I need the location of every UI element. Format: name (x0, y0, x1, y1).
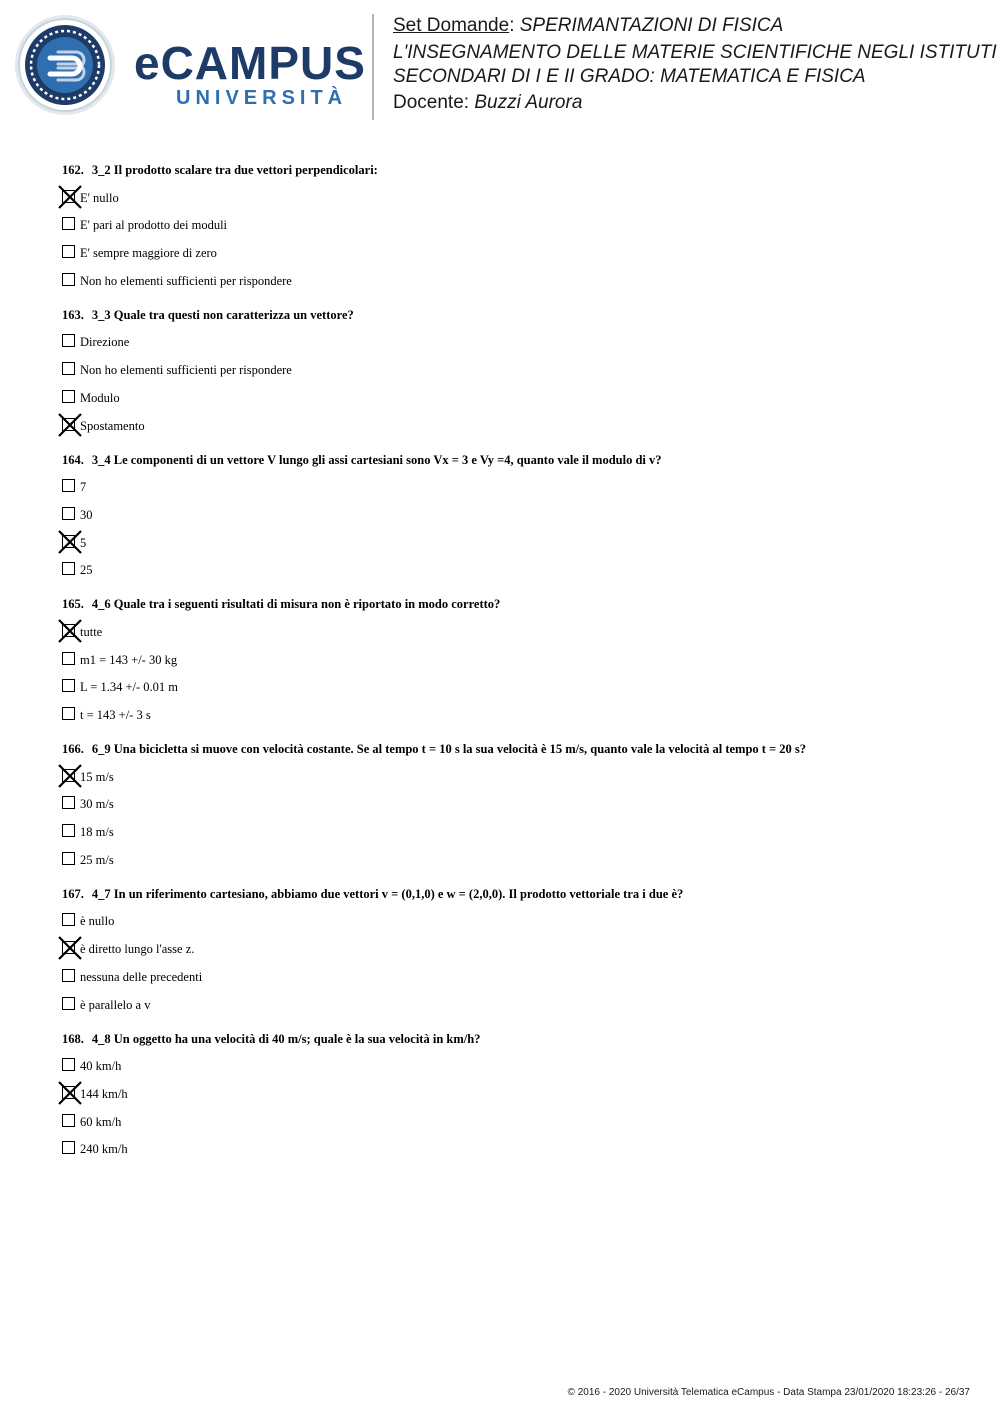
logo-subtitle: UNIVERSITÀ (176, 87, 348, 109)
checkbox[interactable] (62, 273, 75, 286)
question-text: 3_2 Il prodotto scalare tra due vettori perpendicolari: (91, 163, 378, 177)
answer-option-label: L = 1.34 +/- 0.01 m (80, 680, 179, 695)
page-footer: © 2016 - 2020 Università Telematica eCampus - Data Stampa 23/01/2020 18:23:26 - 26/37 (567, 1387, 970, 1398)
checkbox[interactable] (62, 824, 75, 837)
answer-option-label: Non ho elementi sufficienti per rispondere (80, 363, 292, 378)
answer-option[interactable] (62, 767, 982, 787)
answer-option[interactable] (62, 967, 982, 987)
answer-option-label: 144 km/h (80, 1086, 128, 1101)
question-title (62, 305, 982, 325)
checkbox[interactable] (62, 562, 75, 575)
cross-mark-icon (58, 1081, 82, 1105)
header-divider (372, 14, 374, 120)
checkbox[interactable] (62, 796, 75, 809)
checkbox[interactable] (62, 245, 75, 258)
checkbox[interactable] (62, 852, 75, 865)
docente-name: Buzzi Aurora (474, 92, 583, 113)
docente-label: Docente: (393, 92, 475, 113)
question-text: 3_3 Quale tra questi non caratterizza un vettore? (91, 307, 354, 322)
answer-option[interactable] (62, 243, 982, 263)
answer-option[interactable] (62, 1084, 982, 1104)
answer-option-label: 25 m/s (80, 852, 114, 867)
cross-mark-icon (58, 413, 82, 437)
question-number: 167. (62, 886, 84, 901)
answer-option-label: 40 km/h (80, 1059, 122, 1074)
answer-option[interactable] (62, 271, 982, 291)
course-subtitle-line-1: L'INSEGNAMENTO DELLE MATERIE SCIENTIFICHE NEGLI ISTITUTI (393, 42, 997, 63)
question-title (62, 450, 982, 470)
answer-option-label: 240 km/h (80, 1142, 128, 1157)
cross-mark-icon (58, 936, 82, 960)
answer-option[interactable] (62, 822, 982, 842)
question-number: 164. (62, 452, 84, 467)
question-title (62, 160, 982, 180)
question-number: 165. (62, 597, 84, 612)
answer-option[interactable] (62, 360, 982, 380)
answer-option[interactable] (62, 533, 982, 553)
question (62, 450, 982, 581)
question (62, 594, 982, 725)
answer-option[interactable] (62, 939, 982, 959)
answer-option-label: Direzione (80, 335, 130, 350)
answer-option-label: t = 143 +/- 3 s (80, 708, 151, 722)
answer-option[interactable] (62, 705, 982, 725)
answer-option[interactable] (62, 215, 982, 235)
answer-option-label: 30 (80, 507, 93, 522)
answer-option-label: è nullo (80, 914, 115, 929)
question-text: 4_6 Quale tra i seguenti risultati di misura non è riportato in modo corretto? (91, 597, 501, 612)
question-text: 4_8 Un oggetto ha una velocità di 40 m/s; quale è la sua velocità in km/h? (91, 1031, 481, 1046)
checkbox[interactable] (62, 1058, 75, 1071)
checkbox[interactable] (62, 334, 75, 347)
answer-option[interactable] (62, 505, 982, 525)
answer-option-label: Non ho elementi sufficienti per rispondere (80, 273, 292, 288)
document-header (393, 14, 1000, 115)
checkbox[interactable] (62, 390, 75, 403)
question (62, 305, 982, 436)
checkbox[interactable] (62, 679, 75, 692)
answer-option-label: tutte (80, 624, 103, 639)
answer-option[interactable] (62, 1139, 982, 1159)
question-text: 3_4 Le componenti di un vettore V lungo gli assi cartesiani sono Vx = 3 e Vy =4, quanto vale il modulo di v? (91, 452, 662, 467)
course-title: SPERIMANTAZIONI DI FISICA (519, 15, 784, 36)
answer-option-label: 30 m/s (80, 797, 114, 812)
question-number: 168. (62, 1031, 84, 1046)
answer-option[interactable] (62, 1056, 982, 1076)
answer-option[interactable] (62, 416, 982, 436)
answer-option-label: E' pari al prodotto dei moduli (80, 218, 228, 233)
question-title (62, 1029, 982, 1049)
answer-option[interactable] (62, 650, 982, 670)
answer-option[interactable] (62, 794, 982, 814)
answer-option-label: 7 (80, 480, 87, 495)
answer-option[interactable] (62, 188, 982, 208)
answer-option[interactable] (62, 388, 982, 408)
answer-option-label: è diretto lungo l'asse z. (80, 942, 195, 957)
answer-option-label: E' sempre maggiore di zero (80, 246, 217, 261)
question (62, 739, 982, 870)
cross-mark-icon (58, 764, 82, 788)
answer-option[interactable] (62, 850, 982, 870)
question (62, 884, 982, 1015)
answer-option-label: Modulo (80, 390, 120, 405)
checkbox[interactable] (62, 707, 75, 720)
question (62, 1029, 982, 1160)
answer-option[interactable] (62, 995, 982, 1015)
question-number: 163. (62, 307, 84, 322)
answer-option-label: 60 km/h (80, 1114, 122, 1129)
set-label: Set Domande (393, 15, 510, 36)
answer-option[interactable] (62, 911, 982, 931)
cross-mark-icon (58, 185, 82, 209)
ecampus-logo (14, 14, 366, 116)
checkbox[interactable] (62, 479, 75, 492)
checkbox[interactable] (62, 652, 75, 665)
answer-option-label: è parallelo a v (80, 997, 151, 1012)
question-title (62, 594, 982, 614)
answer-option-label: m1 = 143 +/- 30 kg (80, 652, 178, 667)
answer-option-label: nessuna delle precedenti (80, 969, 203, 984)
course-subtitle-line-2: SECONDARI DI I E II GRADO: MATEMATICA E FISICA (393, 66, 866, 87)
question-text: 6_9 Una bicicletta si muove con velocità costante. Se al tempo t = 10 s la sua velocità è 15 m/s, quanto vale la velocità al tempo t = 20 s? (91, 742, 807, 756)
checkbox[interactable] (62, 1114, 75, 1127)
checkbox[interactable] (62, 507, 75, 520)
answer-option[interactable] (62, 560, 982, 580)
answer-option-label: 25 (80, 563, 93, 578)
docente-line (393, 91, 1000, 115)
checkbox[interactable] (62, 969, 75, 982)
set-separator: : (509, 15, 520, 36)
logo-wordmark: eCAMPUS (134, 37, 366, 89)
answer-option-label: 5 (80, 535, 87, 550)
question-number: 162. (62, 163, 84, 177)
answer-option[interactable] (62, 1112, 982, 1132)
answer-option-label: Spostamento (80, 418, 145, 433)
question (62, 160, 982, 291)
question-text: 4_7 In un riferimento cartesiano, abbiamo due vettori v = (0,1,0) e w = (2,0,0). Il prodotto vettoriale tra i due è? (91, 886, 684, 901)
checkbox[interactable] (62, 362, 75, 375)
answer-option[interactable] (62, 677, 982, 697)
set-line (393, 14, 1000, 38)
question-title (62, 739, 982, 759)
answer-option-label: 18 m/s (80, 825, 114, 840)
cross-mark-icon (58, 530, 82, 554)
answer-option[interactable] (62, 332, 982, 352)
answer-option-label: 15 m/s (80, 769, 114, 784)
answer-option[interactable] (62, 477, 982, 497)
question-list (62, 160, 982, 1173)
checkbox[interactable] (62, 1141, 75, 1154)
cross-mark-icon (58, 619, 82, 643)
checkbox[interactable] (62, 217, 75, 230)
checkbox[interactable] (62, 913, 75, 926)
question-title (62, 884, 982, 904)
checkbox[interactable] (62, 997, 75, 1010)
answer-option-label: E' nullo (80, 190, 119, 205)
question-number: 166. (62, 742, 84, 756)
answer-option[interactable] (62, 622, 982, 642)
